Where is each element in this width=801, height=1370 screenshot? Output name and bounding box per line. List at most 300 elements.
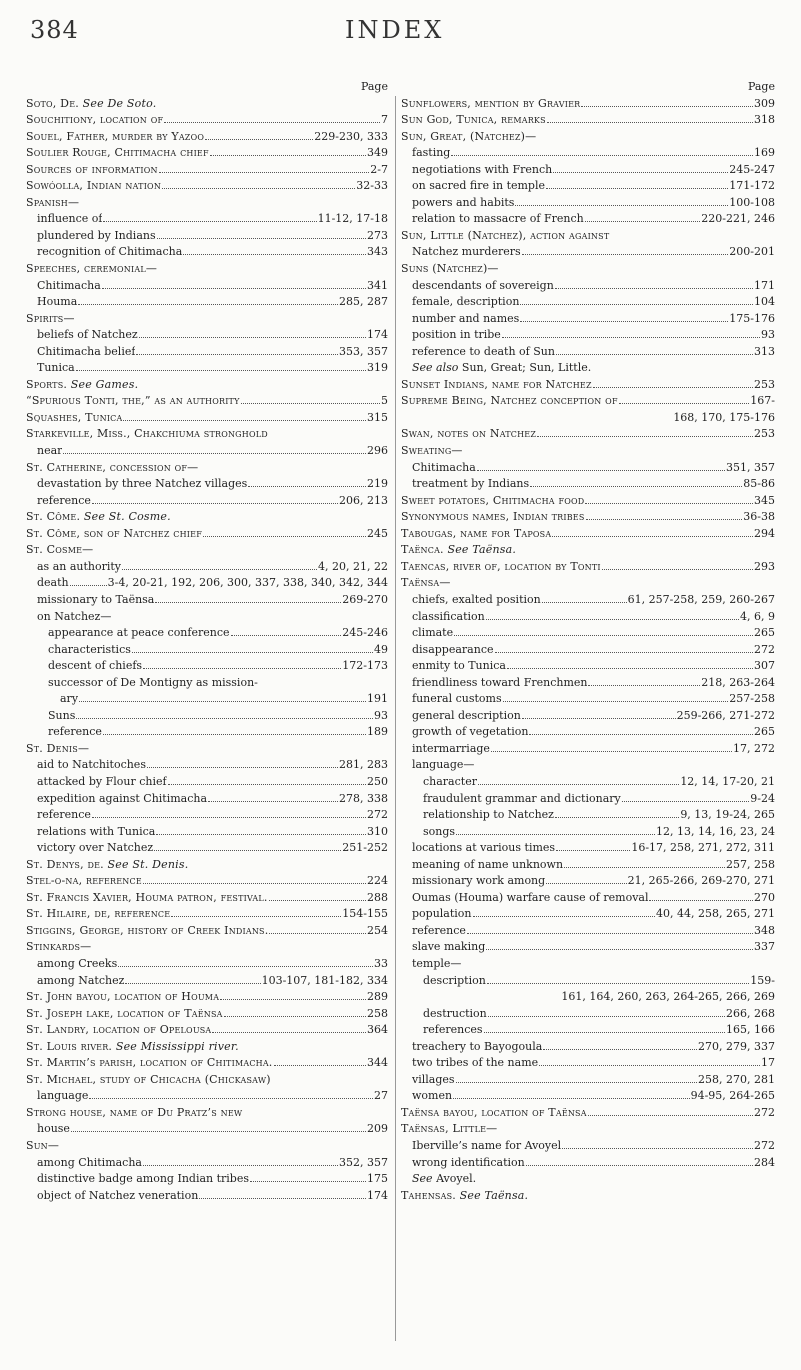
dot-leader <box>125 983 260 984</box>
dot-leader <box>136 354 338 355</box>
entry-term <box>412 311 519 328</box>
page-refs: 27 <box>374 1089 388 1103</box>
entry-term <box>26 857 188 874</box>
entry-term <box>26 1022 211 1039</box>
entry-term <box>412 675 587 692</box>
entry-term <box>48 625 230 642</box>
index-entry <box>26 625 388 642</box>
entry-term-text: Taënca. <box>401 543 444 557</box>
entry-term <box>423 791 621 808</box>
entry-term <box>412 642 494 659</box>
page-refs: 100-108 <box>729 195 775 209</box>
index-entry <box>401 559 775 576</box>
page-refs: 93 <box>761 328 775 342</box>
entry-term-text: Houma <box>37 295 78 309</box>
index-column-left <box>26 79 388 1204</box>
dot-leader <box>143 668 341 669</box>
dot-leader <box>588 685 700 686</box>
index-entry <box>26 96 388 113</box>
dot-leader <box>529 734 753 735</box>
entry-term <box>412 1138 561 1155</box>
index-entry <box>26 840 388 857</box>
entry-term <box>423 973 486 990</box>
entry-term <box>37 327 138 344</box>
page-refs: 281, 283 <box>339 758 388 772</box>
entry-term-text: Chitimacha belief <box>37 344 136 358</box>
page-refs: 200-201 <box>729 245 775 259</box>
entry-term <box>412 840 555 857</box>
index-entry <box>401 1022 775 1039</box>
page-refs: 318 <box>754 113 775 127</box>
heading-text: Sun, Little (Natchez), action against <box>401 228 610 242</box>
dot-leader <box>585 503 753 504</box>
entry-term-text: Sowóolla, Indian nation <box>26 179 162 193</box>
index-entry <box>26 1188 388 1205</box>
dot-leader <box>552 536 753 537</box>
dot-leader <box>487 983 749 984</box>
dot-leader <box>76 370 366 371</box>
entry-term <box>412 625 453 642</box>
entry-term-text: Soto, De. <box>26 96 79 110</box>
page-refs: 265 <box>754 725 775 739</box>
index-entry <box>401 344 775 361</box>
dot-leader <box>456 834 655 835</box>
entry-term-text: fraudulent grammar and dictionary <box>423 791 621 805</box>
entry-term-text: victory over Natchez <box>37 841 154 855</box>
dot-leader <box>586 519 743 520</box>
index-entry <box>401 393 775 410</box>
entry-term-text: reference <box>48 725 102 739</box>
index-heading <box>401 1188 775 1205</box>
page-refs: 174 <box>367 1188 388 1202</box>
page-refs: 175-176 <box>729 311 775 325</box>
entry-term-text: Chitimacha <box>37 278 101 292</box>
dot-leader <box>478 784 679 785</box>
page-number: 384 <box>30 16 79 44</box>
dot-leader <box>502 337 760 338</box>
page-refs: 307 <box>754 659 775 673</box>
entry-term-text: position in tribe <box>412 328 501 342</box>
index-entry <box>401 460 775 477</box>
index-heading <box>401 443 775 460</box>
heading-text: temple— <box>412 956 462 970</box>
page-refs: 257, 258 <box>726 857 775 871</box>
entry-term-text: plundered by Indians <box>37 228 156 242</box>
entry-term <box>26 989 219 1006</box>
index-entry <box>401 592 775 609</box>
index-entry <box>401 939 775 956</box>
page-refs: 21, 265-266, 269-270, 271 <box>627 874 775 888</box>
heading-text: Speeches, ceremonial— <box>26 262 158 276</box>
entry-term-text: references <box>423 1023 483 1037</box>
entry-term-text: two tribes of the name <box>412 1056 539 1070</box>
entry-term-text: St. Denys, de. <box>26 857 104 871</box>
index-entry <box>401 195 775 212</box>
dot-leader <box>515 205 728 206</box>
dot-leader <box>546 883 626 884</box>
index-heading <box>26 542 388 559</box>
page-refs: 172-173 <box>342 659 388 673</box>
index-heading <box>26 261 388 278</box>
page-refs: 32-33 <box>356 179 388 193</box>
entry-term <box>37 211 102 228</box>
entry-term <box>401 96 580 113</box>
index-entry <box>401 162 775 179</box>
index-entry <box>401 1039 775 1056</box>
index-entry <box>401 906 775 923</box>
index-entry <box>26 1006 388 1023</box>
index-entry <box>26 1088 388 1105</box>
entry-term-text: death <box>37 576 69 590</box>
index-entry <box>26 724 388 741</box>
index-entry <box>26 592 388 609</box>
dot-leader <box>547 122 753 123</box>
entry-term <box>412 1155 525 1172</box>
entry-term <box>37 592 154 609</box>
index-entry <box>26 145 388 162</box>
index-heading <box>26 1105 388 1122</box>
entry-term <box>37 1155 142 1172</box>
entry-term <box>26 906 170 923</box>
entry-term <box>26 377 138 394</box>
entry-term-text: meaning of name unknown <box>412 857 564 871</box>
page-refs: 251-252 <box>342 841 388 855</box>
page-refs: 341 <box>367 278 388 292</box>
entry-term-text: Tunica <box>37 361 75 375</box>
entry-term <box>401 542 516 559</box>
entry-term <box>26 890 268 907</box>
dot-leader <box>269 900 366 901</box>
index-entry <box>26 658 388 675</box>
entry-term-text: house <box>37 1122 70 1136</box>
entry-term-text: Taencas, river of, location by Tonti <box>401 559 601 573</box>
entry-term <box>401 509 585 526</box>
dot-leader <box>102 288 366 289</box>
dot-leader <box>132 652 373 653</box>
dot-leader <box>520 321 728 322</box>
dot-leader <box>76 718 373 719</box>
entry-term <box>37 559 121 576</box>
index-entry <box>26 1022 388 1039</box>
page-refs: 288 <box>367 890 388 904</box>
entry-term-text: women <box>412 1089 453 1103</box>
dot-leader <box>171 916 341 917</box>
entry-term-text: Sun God, Tunica, remarks <box>401 113 546 127</box>
dot-leader <box>159 172 370 173</box>
index-entry <box>401 708 775 725</box>
entry-term-text: near <box>37 444 63 458</box>
entry-term-text: description <box>423 973 486 987</box>
see-reference: See Games. <box>70 377 139 391</box>
page-refs: 319 <box>367 361 388 375</box>
index-heading <box>26 460 388 477</box>
entry-term-text: on sacred fire in temple <box>412 179 546 193</box>
entry-term-text: fasting <box>412 146 451 160</box>
dot-leader <box>555 817 679 818</box>
index-entry <box>26 559 388 576</box>
dot-leader <box>520 304 753 305</box>
dot-leader <box>488 1016 725 1017</box>
index-entry <box>401 873 775 890</box>
index-entry <box>26 890 388 907</box>
index-entry <box>401 327 775 344</box>
entry-term-text: funeral customs <box>412 692 502 706</box>
entry-term <box>26 1006 223 1023</box>
page-refs: 352, 357 <box>339 1155 388 1169</box>
dot-leader <box>564 867 725 868</box>
index-entry <box>401 1055 775 1072</box>
index-entry <box>26 575 388 592</box>
entry-term-text: Synonymous names, Indian tribes <box>401 510 585 524</box>
entry-term <box>412 708 521 725</box>
page-refs: 191 <box>367 692 388 706</box>
index-entry <box>401 96 775 113</box>
index-entry <box>401 774 775 791</box>
entry-term-text: Souchitiony, location of <box>26 113 164 127</box>
heading-text: Sun, Great; Sun, Little. <box>461 361 592 375</box>
index-entry <box>401 890 775 907</box>
index-heading <box>401 261 775 278</box>
entry-term <box>423 774 477 791</box>
index-entry <box>26 807 388 824</box>
page-refs: 344 <box>367 1056 388 1070</box>
entry-term-text: distinctive badge among Indian tribes <box>37 1172 249 1186</box>
dot-leader <box>539 1065 760 1066</box>
page-refs: 245-247 <box>729 162 775 176</box>
entry-term <box>401 1105 587 1122</box>
entry-term-text: character <box>423 774 477 788</box>
dot-leader <box>118 966 373 967</box>
entry-term-text: appearance at peace conference <box>48 626 230 640</box>
index-entry <box>26 129 388 146</box>
entry-term-text: as an authority <box>37 559 122 573</box>
dot-leader <box>522 254 729 255</box>
page-refs: 169 <box>754 146 775 160</box>
index-entry <box>401 642 775 659</box>
dot-leader <box>164 122 380 123</box>
dot-leader <box>477 470 725 471</box>
entry-term <box>37 956 117 973</box>
heading-text: Sun, Great, (Natchez)— <box>401 129 537 143</box>
entry-term <box>412 327 501 344</box>
index-entry <box>26 691 388 708</box>
index-entry <box>26 509 388 526</box>
index-heading <box>26 426 388 443</box>
page-refs: 229-230, 333 <box>314 129 388 143</box>
heading-text: St. Denis— <box>26 741 90 755</box>
index-entry <box>401 476 775 493</box>
index-entry <box>401 609 775 626</box>
dot-leader <box>537 436 753 437</box>
heading-text: successor of De Montigny as mission- <box>48 675 258 689</box>
entry-term <box>26 178 161 195</box>
entry-term <box>412 724 528 741</box>
index-entry <box>26 757 388 774</box>
index-entry <box>401 923 775 940</box>
page-refs: 272 <box>754 1105 775 1119</box>
entry-term-text: Iberville’s name for Avoyel <box>412 1139 562 1152</box>
index-entry <box>26 642 388 659</box>
entry-term-text: classification <box>412 609 485 623</box>
dot-leader <box>503 701 729 702</box>
index-entry <box>401 824 775 841</box>
dot-leader <box>154 850 341 851</box>
entry-term-text: number and names <box>412 311 520 325</box>
index-entry <box>401 509 775 526</box>
page-refs: 348 <box>754 923 775 937</box>
page-refs: 167- <box>750 394 775 408</box>
entry-term <box>26 509 171 526</box>
entry-term <box>37 443 62 460</box>
heading-text: St. Catherine, concession of— <box>26 460 199 474</box>
page-refs: 159- <box>750 973 775 987</box>
page-refs: 284 <box>754 1155 775 1169</box>
entry-term-text: among Creeks <box>37 956 118 970</box>
index-heading <box>401 129 775 146</box>
dot-leader <box>585 221 701 222</box>
dot-leader <box>241 403 380 404</box>
entry-term <box>412 460 476 477</box>
index-entry <box>401 1155 775 1172</box>
page-refs: 272 <box>367 808 388 822</box>
index-entry <box>26 278 388 295</box>
entry-term <box>60 691 78 708</box>
index-entry <box>401 675 775 692</box>
page-refs: 313 <box>754 344 775 358</box>
index-entry <box>26 906 388 923</box>
dot-leader <box>147 767 338 768</box>
entry-term-text: villages <box>412 1072 455 1086</box>
dot-leader <box>168 784 366 785</box>
entry-term-text: Sources of information <box>26 162 158 176</box>
page-refs: 206, 213 <box>339 493 388 507</box>
index-entry <box>26 1155 388 1172</box>
page-refs: 353, 357 <box>339 344 388 358</box>
index-entry <box>401 211 775 228</box>
page-refs: 189 <box>367 725 388 739</box>
entry-term-text: descent of chiefs <box>48 659 143 673</box>
see-reference: See Mississippi river. <box>115 1039 239 1053</box>
entry-term <box>401 426 536 443</box>
index-entry <box>401 278 775 295</box>
index-entry <box>26 112 388 129</box>
dot-leader <box>486 949 753 950</box>
see-reference: See Taënsa. <box>447 543 517 557</box>
entry-term <box>37 840 153 857</box>
see-reference: See <box>412 1172 433 1186</box>
page-refs: 270, 279, 337 <box>698 1039 775 1053</box>
entry-term <box>48 724 102 741</box>
see-reference: See St. Denis. <box>107 857 189 871</box>
entry-term <box>37 228 156 245</box>
entry-term-text: reference <box>37 808 91 822</box>
page-refs: 224 <box>367 874 388 888</box>
entry-term <box>412 1055 538 1072</box>
index-entry <box>26 294 388 311</box>
entry-term-text: songs <box>423 824 456 838</box>
dot-leader <box>231 635 342 636</box>
dot-leader <box>546 188 728 189</box>
index-entry <box>26 178 388 195</box>
page-refs: 154-155 <box>342 907 388 921</box>
entry-term <box>412 344 555 361</box>
dot-leader <box>162 188 355 189</box>
entry-term-text: population <box>412 907 472 921</box>
page-refs: 253 <box>754 377 775 391</box>
entry-term <box>37 774 167 791</box>
page-refs: 4, 6, 9 <box>740 609 775 623</box>
entry-term <box>412 178 545 195</box>
index-entry <box>401 311 775 328</box>
index-entry <box>401 1088 775 1105</box>
entry-term-text: Sunset Indians, name for Natchez <box>401 377 592 391</box>
page-refs: 272 <box>754 1139 775 1152</box>
dot-leader <box>248 486 366 487</box>
page-label: Page <box>360 80 388 93</box>
index-heading <box>26 1138 388 1155</box>
entry-term <box>48 658 142 675</box>
index-entry <box>401 526 775 543</box>
entry-term-text: Squashes, Tunica <box>26 410 123 424</box>
entry-term <box>37 807 91 824</box>
index-heading <box>26 311 388 328</box>
entry-term <box>26 96 156 113</box>
index-entry <box>401 1105 775 1122</box>
entry-term <box>423 807 554 824</box>
index-entry <box>26 708 388 725</box>
entry-term <box>37 476 247 493</box>
see-reference: See also <box>412 361 459 375</box>
entry-term-text: “Spurious Tonti, the,” as an authority <box>26 394 240 408</box>
index-heading <box>26 675 388 692</box>
page-refs: 12, 13, 14, 16, 23, 24 <box>656 824 775 838</box>
entry-term-text: characteristics <box>48 642 131 656</box>
dot-leader <box>70 585 107 586</box>
page-refs: 2-7 <box>370 162 388 176</box>
page-refs: 17, 272 <box>733 741 775 755</box>
index-entry <box>401 857 775 874</box>
page-refs: 272 <box>754 642 775 656</box>
index-entry <box>26 526 388 543</box>
page-refs: 3-4, 20-21, 192, 206, 300, 337, 338, 340, 342, 344 <box>107 576 388 590</box>
page-refs: 11-12, 17-18 <box>317 212 388 226</box>
dot-leader <box>543 1049 697 1050</box>
entry-term <box>412 294 519 311</box>
entry-term <box>412 1088 452 1105</box>
index-heading <box>401 757 775 774</box>
page-refs: 49 <box>374 642 388 656</box>
entry-term-text: reference <box>412 923 466 937</box>
heading-text: Tahensas. <box>401 1188 456 1202</box>
entry-term <box>26 1039 239 1056</box>
dot-leader <box>588 1115 753 1116</box>
index-entry <box>26 1039 388 1056</box>
page-refs: 245 <box>367 526 388 540</box>
entry-term-text: locations at various times <box>412 841 556 855</box>
page-refs: 16-17, 258, 271, 272, 311 <box>631 841 775 855</box>
page-refs: 270 <box>754 890 775 904</box>
dot-leader <box>92 503 338 504</box>
heading-text: Stinkards— <box>26 940 92 954</box>
dot-leader <box>143 1165 338 1166</box>
index-entry <box>401 625 775 642</box>
entry-term-text: Chitimacha <box>412 460 476 474</box>
entry-term <box>412 211 584 228</box>
index-entry <box>401 973 775 990</box>
dot-leader <box>556 354 753 355</box>
index-column-right <box>401 79 775 1204</box>
entry-term-text: Oumas (Houma) warfare cause of removal <box>412 890 649 904</box>
